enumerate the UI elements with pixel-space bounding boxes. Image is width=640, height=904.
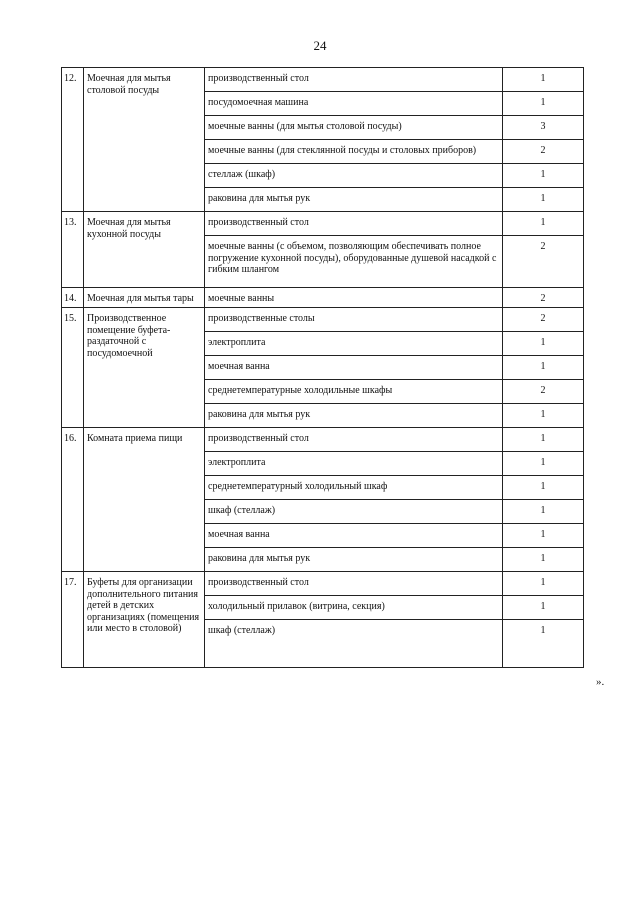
row-number: 13. xyxy=(62,212,84,288)
room-name: Моечная для мытья кухонной посуды xyxy=(84,212,205,288)
table-row xyxy=(62,288,584,308)
row-number: 12. xyxy=(62,68,84,212)
table-row xyxy=(62,428,584,452)
equipment-quantity: 2 xyxy=(503,308,584,332)
row-number: 17. xyxy=(62,572,84,668)
room-name: Моечная для мытья столовой посуды xyxy=(84,68,205,212)
equipment-quantity: 1 xyxy=(503,524,584,548)
equipment-name: моечная ванна xyxy=(205,524,503,548)
equipment-name: холодильный прилавок (витрина, секция) xyxy=(205,596,503,620)
row-number: 15. xyxy=(62,308,84,428)
page-number: 24 xyxy=(313,38,327,53)
equipment-quantity: 1 xyxy=(503,404,584,428)
equipment-quantity: 1 xyxy=(503,428,584,452)
equipment-quantity: 1 xyxy=(503,188,584,212)
equipment-quantity: 1 xyxy=(503,548,584,572)
equipment-quantity: 2 xyxy=(503,140,584,164)
equipment-quantity: 1 xyxy=(503,92,584,116)
equipment-quantity: 1 xyxy=(503,356,584,380)
row-number: 14. xyxy=(62,288,84,308)
equipment-quantity: 2 xyxy=(503,380,584,404)
equipment-name: производственный стол xyxy=(205,572,503,596)
equipment-name: моечные ванны (с объемом, позволяющим обеспечивать полное погружение кухонной посуды), оборудованные душевой насадкой с гибким шлангом xyxy=(205,236,503,288)
room-name: Буфеты для организации дополнительного питания детей в детских организациях (помещения или место в столовой) xyxy=(84,572,205,668)
equipment-name: раковина для мытья рук xyxy=(205,404,503,428)
equipment-name: производственный стол xyxy=(205,428,503,452)
equipment-quantity: 1 xyxy=(503,452,584,476)
table-row xyxy=(62,68,584,92)
equipment-name: среднетемпературный холодильный шкаф xyxy=(205,476,503,500)
equipment-name: моечные ванны (для стеклянной посуды и столовых приборов) xyxy=(205,140,503,164)
equipment-quantity: 1 xyxy=(503,572,584,596)
table-row xyxy=(62,308,584,332)
equipment-table xyxy=(61,67,584,668)
equipment-name: стеллаж (шкаф) xyxy=(205,164,503,188)
equipment-quantity: 3 xyxy=(503,116,584,140)
room-name: Моечная для мытья тары xyxy=(84,288,205,308)
equipment-quantity: 1 xyxy=(503,68,584,92)
equipment-quantity: 1 xyxy=(503,620,584,668)
equipment-name: моечные ванны xyxy=(205,288,503,308)
equipment-name: производственный стол xyxy=(205,68,503,92)
equipment-name: раковина для мытья рук xyxy=(205,188,503,212)
row-number: 16. xyxy=(62,428,84,572)
table-row xyxy=(62,572,584,596)
equipment-quantity: 2 xyxy=(503,288,584,308)
equipment-name: электроплита xyxy=(205,332,503,356)
equipment-name: моечные ванны (для мытья столовой посуды) xyxy=(205,116,503,140)
equipment-name: раковина для мытья рук xyxy=(205,548,503,572)
room-name: Производственное помещение буфета-раздаточной с посудомоечной xyxy=(84,308,205,428)
equipment-quantity: 1 xyxy=(503,500,584,524)
equipment-name: моечная ванна xyxy=(205,356,503,380)
table-row xyxy=(62,212,584,236)
equipment-name: шкаф (стеллаж) xyxy=(205,620,503,668)
closing-quote: ». xyxy=(596,676,605,688)
equipment-name: среднетемпературные холодильные шкафы xyxy=(205,380,503,404)
room-name: Комната приема пищи xyxy=(84,428,205,572)
equipment-quantity: 2 xyxy=(503,236,584,288)
equipment-quantity: 1 xyxy=(503,332,584,356)
equipment-name: посудомоечная машина xyxy=(205,92,503,116)
equipment-name: электроплита xyxy=(205,452,503,476)
equipment-name: производственный стол xyxy=(205,212,503,236)
equipment-quantity: 1 xyxy=(503,476,584,500)
equipment-name: шкаф (стеллаж) xyxy=(205,500,503,524)
equipment-quantity: 1 xyxy=(503,164,584,188)
equipment-quantity: 1 xyxy=(503,596,584,620)
equipment-name: производственные столы xyxy=(205,308,503,332)
equipment-quantity: 1 xyxy=(503,212,584,236)
